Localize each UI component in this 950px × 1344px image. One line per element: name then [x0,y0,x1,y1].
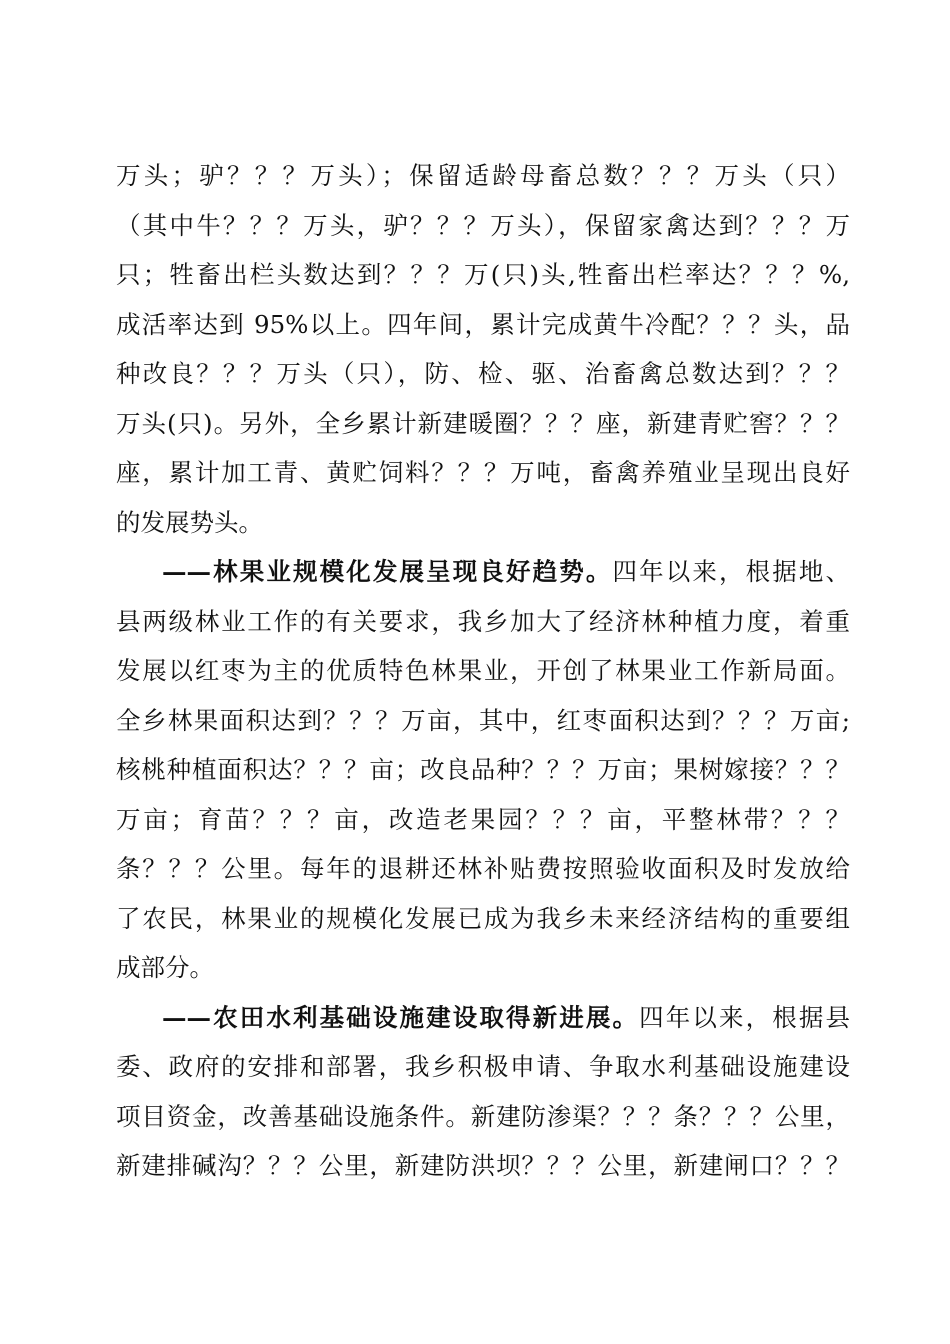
text-line: 项目资金，改善基础设施条件。新建防渗渠？？？条？？？公里， [116,1101,850,1131]
text-line: 全乡林果面积达到？？？万亩，其中，红枣面积达到？？？万亩; [116,705,850,735]
text-line: 万亩；育苗？？？亩，改造老果园？？？亩，平整林带？？？ [116,804,850,834]
text-line: 新建排碱沟？？？公里，新建防洪坝？？？公里，新建闸口？？？ [116,1151,850,1180]
document-body [116,151,850,1191]
heading-continuation: 四年以来，根据地、 [612,557,850,586]
paragraph-livestock [116,151,850,547]
section-heading: ——林果业规模化发展呈现良好趋势。 [162,557,613,586]
paragraph-forestry [116,547,850,993]
paragraph-first-line [116,547,850,597]
text-line: 种改良？？？万头（只），防、检、驱、治畜禽总数达到？？？ [116,359,850,388]
paragraph-irrigation [116,993,850,1191]
text-line: （其中牛？？？万头，驴？？？万头），保留家禽达到？？？万 [116,210,850,240]
paragraph-first-line [116,993,850,1043]
text-line: 万头(只)。另外，全乡累计新建暖圈？？？座，新建青贮窖？？？ [116,408,850,438]
text-line: 成活率达到 95%以上。四年间，累计完成黄牛冷配？？？头，品 [116,309,850,339]
text-line: 成部分。 [116,953,214,982]
section-heading: ——农田水利基础设施建设取得新进展。 [162,1002,640,1032]
text-line: 只；牲畜出栏头数达到？？？万(只)头,牲畜出栏率达？？？%, [116,260,850,289]
heading-continuation: 四年以来，根据县 [639,1002,850,1032]
text-line: 万头；驴？？？万头）；保留适龄母畜总数？？？万头（只） [116,161,850,190]
text-line: 发展以红枣为主的优质特色林果业，开创了林果业工作新局面。 [116,656,850,685]
text-line: 座，累计加工青、黄贮饲料？？？万吨，畜禽养殖业呈现出良好 [116,458,850,487]
text-line: 核桃种植面积达？？？亩；改良品种？？？万亩；果树嫁接？？？ [116,755,850,784]
text-line: 了农民，林果业的规模化发展已成为我乡未来经济结构的重要组 [116,903,850,933]
text-line: 委、政府的安排和部署，我乡积极申请、争取水利基础设施建设 [116,1052,850,1081]
text-line: 县两级林业工作的有关要求，我乡加大了经济林种植力度，着重 [116,606,850,636]
text-line: 的发展势头。 [116,507,263,537]
text-line: 条？？？公里。每年的退耕还林补贴费按照验收面积及时发放给 [116,854,850,883]
